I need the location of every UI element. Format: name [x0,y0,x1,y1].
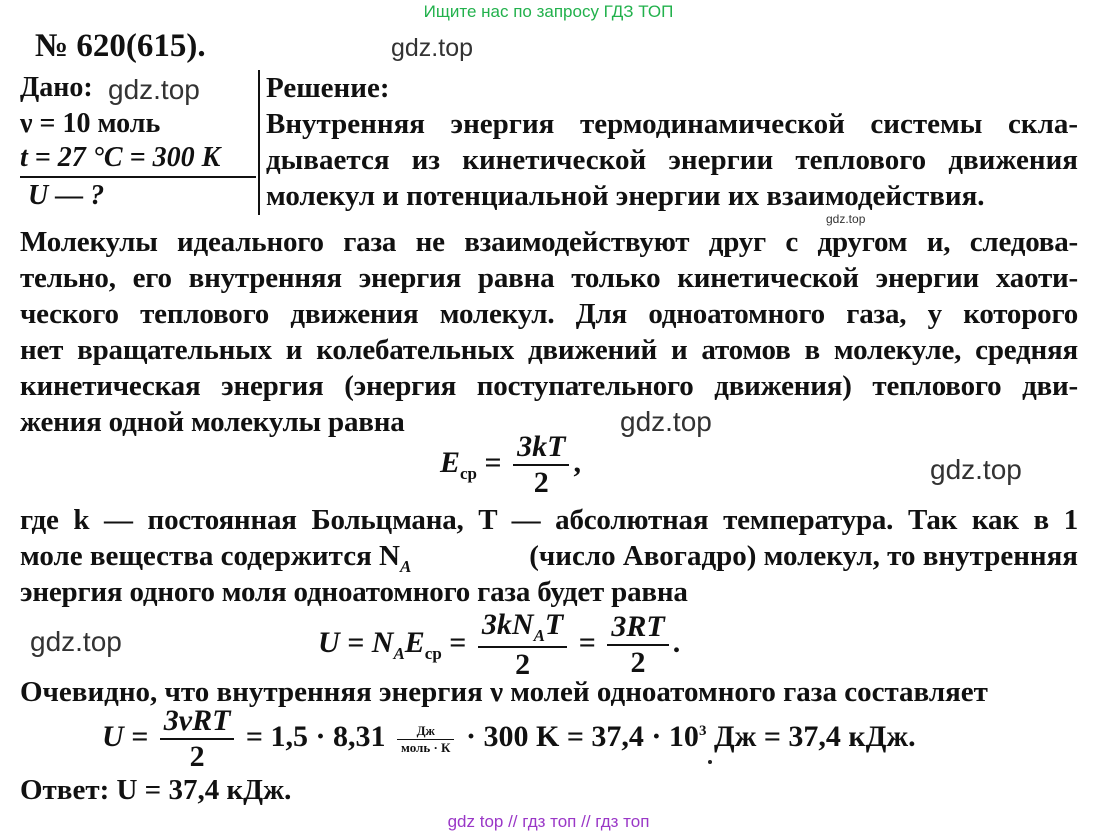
fraction-numerator: 3RT [607,610,668,646]
solution-label: Решение: [266,72,390,104]
unit-fraction [397,723,454,756]
para2-text-a: моле вещества содержится N [20,540,400,572]
para1-line-5: кинетическая энергия (энергия поступательного движения) теплового дви- [20,370,1078,402]
problem-title: № 620(615). [35,28,206,64]
formula-equals: = [484,445,502,479]
given-vertical-rule [258,70,260,215]
formula-equals: = [578,625,596,659]
fraction-numerator [478,608,567,648]
unit-numerator: Дж [397,723,454,740]
formula-result [102,704,916,774]
para2-line-2 [20,540,1078,577]
formula-term: E [404,625,425,659]
para1-line-4: нет вращательных и колебательных движений и атомов в молекуле, средняя [20,334,1078,366]
para1-line-6: жения одной молекулы равна [20,406,405,438]
footer-watermark: gdz top // гдз топ // гдз топ [447,812,650,831]
formula-term: E [440,445,461,479]
formula-fraction [478,608,567,682]
fraction-denominator: 2 [630,646,646,679]
formula-exponent: 3 [698,722,707,739]
solution-line-3: молекул и потенциальной энергии их взаимодействия. [266,180,985,212]
given-divider [20,176,256,178]
formula-molar-energy [318,608,680,682]
formula-period: . [672,625,681,659]
formula-comma: , [573,445,581,479]
numerator-part: 3kN [481,608,534,641]
para1-line-3: ческого теплового движения молекул. Для одноатомного газа, у которого [20,298,1078,330]
formula-fraction [607,610,668,680]
formula-value: · 300 K = 37,4 · 10 [465,719,699,753]
given-moles: ν = 10 моль [20,108,161,139]
formula-final: Дж = 37,4 кДж. [713,719,916,753]
fraction-numerator: 3kT [513,430,569,466]
top-banner: Ищите нас по запросу ГДЗ ТОП [423,2,674,21]
para2-text-b: (число Авогадро) молекул, то внутренняя [529,540,1078,572]
watermark-small: gdz.top [826,212,866,226]
watermark: gdz.top [108,74,200,105]
fraction-denominator: 2 [515,648,531,681]
para1-line-2: тельно, его внутренняя энергия равна только кинетической энергии хаоти- [20,262,1078,294]
watermark: gdz.top [930,454,1022,485]
formula-subscript: ср [424,643,442,663]
fraction-denominator: 2 [189,740,205,773]
given-find: U — ? [28,180,105,211]
watermark: gdz.top [30,626,122,657]
watermark: gdz.top [620,406,712,437]
answer-line: Ответ: U = 37,4 кДж. [20,774,292,806]
solution-line-1: Внутренняя энергия термодинамической системы скла- [266,108,1078,140]
numerator-part: T [544,608,564,641]
formula-term: U = N [318,625,394,659]
watermark: gdz.top [391,34,474,62]
fraction-numerator: 3νRT [160,704,235,740]
formula-fraction [160,704,235,774]
para2-line-3: энергия одного моля одноатомного газа будет равна [20,576,688,608]
given-label: Дано: [20,72,93,103]
speck [708,760,712,764]
formula-multiplication: = 1,5 · 8,31 [245,719,386,753]
given-temperature: t = 27 °C = 300 K [20,142,221,173]
formula-subscript: A [393,643,405,663]
para2-line-1: где k — постоянная Больцмана, T — абсолютная температура. Так как в 1 [20,504,1078,536]
para3-line: Очевидно, что внутренняя энергия ν молей одноатомного газа составляет [20,676,988,708]
formula-equals: = [449,625,467,659]
numerator-subscript: A [533,626,545,645]
formula-fraction [513,430,569,500]
formula-mean-energy [440,430,581,500]
unit-denominator: моль · К [401,739,451,755]
formula-term: U = [102,719,149,753]
solution-line-2: дывается из кинетической энергии теплового движения [266,144,1078,176]
formula-subscript: ср [460,463,478,483]
fraction-denominator: 2 [533,466,549,499]
avogadro-subscript: A [399,556,412,576]
para1-line-1: Молекулы идеального газа не взаимодействуют друг с другом и, следова- [20,226,1078,258]
